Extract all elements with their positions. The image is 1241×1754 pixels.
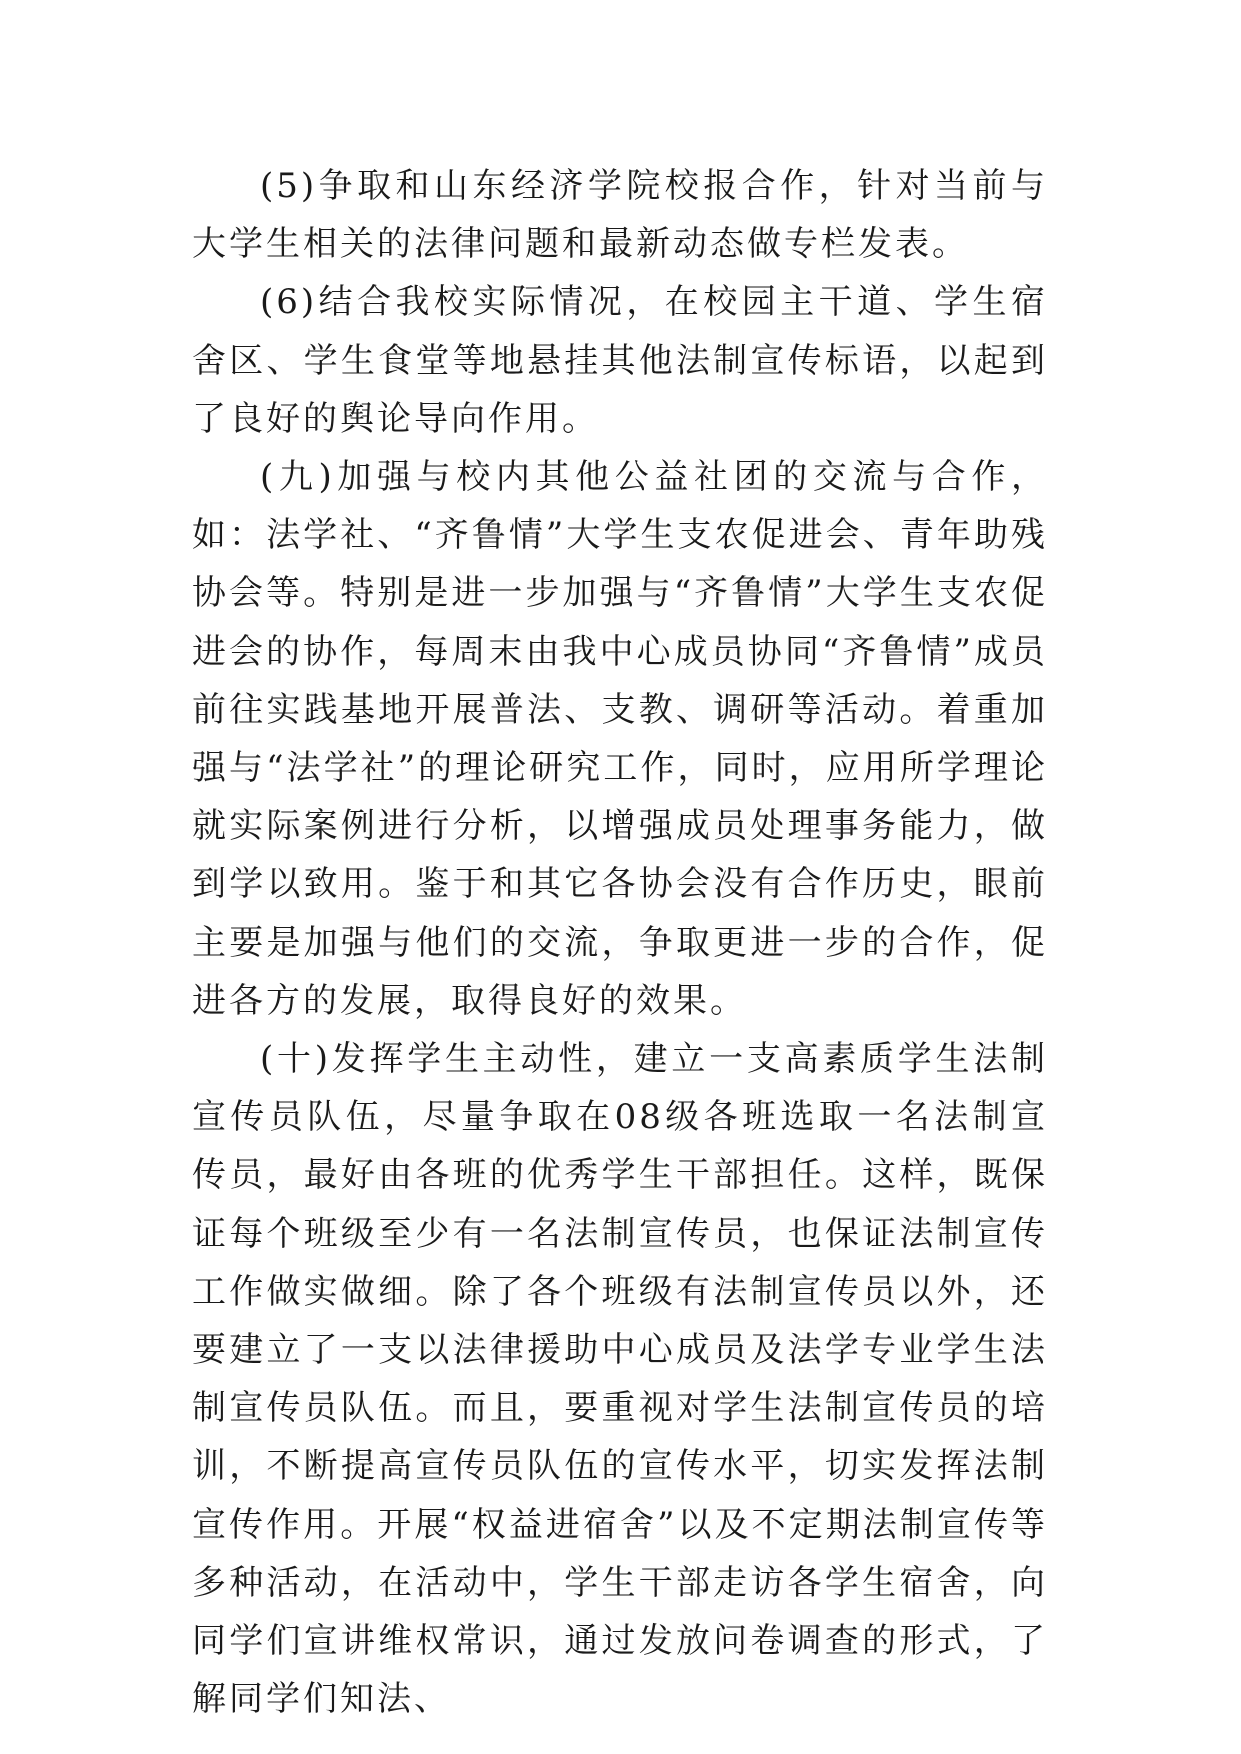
document-body <box>192 157 1048 1728</box>
paragraph-section-9: (九)加强与校内其他公益社团的交流与合作，如：法学社、“齐鲁情”大学生支农促进会、青年助残协会等。特别是进一步加强与“齐鲁情”大学生支农促进会的协作，每周末由我中心成员协同“齐鲁情”成员前往实践基地开展普法、支教、调研等活动。着重加强与“法学社”的理论研究工作，同时，应用所学理论就实际案例进行分析，以增强成员处理事务能力，做到学以致用。鉴于和其它各协会没有合作历史，眼前主要是加强与他们的交流，争取更进一步的合作，促进各方的发展，取得良好的效果。 <box>192 457 1048 1021</box>
paragraph-section-10: (十)发挥学生主动性，建立一支高素质学生法制宣传员队伍，尽量争取在08级各班选取一名法制宣传员，最好由各班的优秀学生干部担任。这样，既保证每个班级至少有一名法制宣传员，也保证法制宣传工作做实做细。除了各个班级有法制宣传员以外，还要建立了一支以法律援助中心成员及法学专业学生法制宣传员队伍。而且，要重视对学生法制宣传员的培训，不断提高宣传员队伍的宣传水平，切实发挥法制宣传作用。开展“权益进宿舍”以及不定期法制宣传等多种活动，在活动中，学生干部走访各学生宿舍，向同学们宣讲维权常识，通过发放问卷调查的形式，了解同学们知法、 <box>192 1039 1048 1720</box>
paragraph-item-6: (6)结合我校实际情况，在校园主干道、学生宿舍区、学生食堂等地悬挂其他法制宣传标语，以起到了良好的舆论导向作用。 <box>192 282 1048 439</box>
paragraph-item-5: (5)争取和山东经济学院校报合作，针对当前与大学生相关的法律问题和最新动态做专栏发表。 <box>192 166 1048 265</box>
